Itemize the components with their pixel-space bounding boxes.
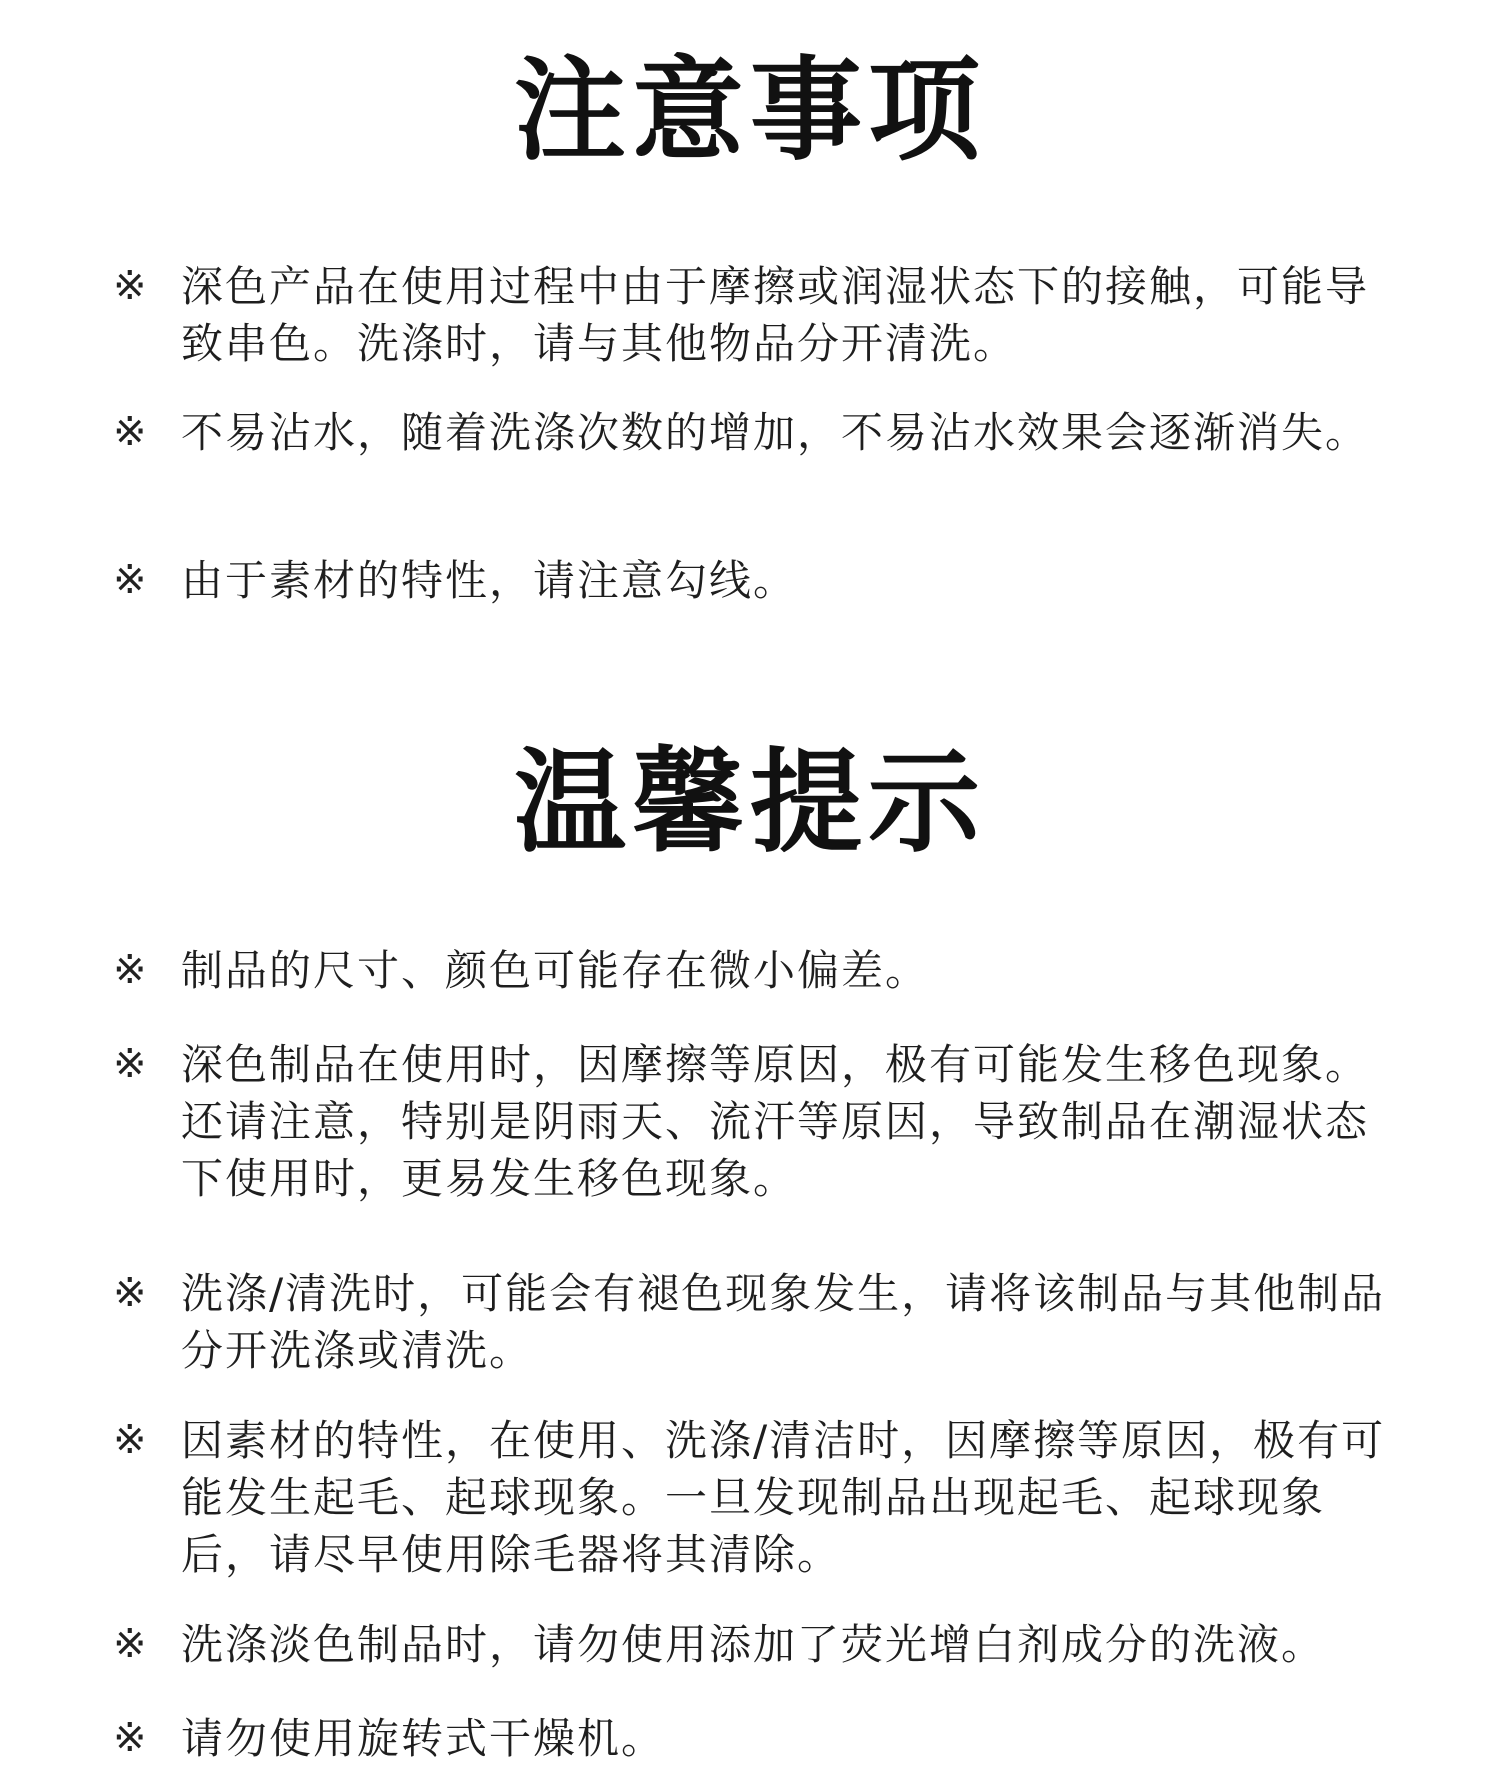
notes-item [113, 552, 1393, 609]
reference-mark: ※ [113, 1715, 147, 1761]
notes-title: 注意事项 [514, 46, 986, 176]
reference-mark: ※ [113, 1270, 147, 1316]
reference-mark: ※ [113, 409, 147, 455]
tips-item-text: 洗涤淡色制品时，请勿使用添加了荧光增白剂成分的洗液。 [181, 1620, 1326, 1669]
tips-item [113, 1616, 1393, 1673]
notes-item [113, 258, 1393, 372]
tips-item-text: 请勿使用旋转式干燥机。 [181, 1714, 666, 1763]
reference-mark: ※ [113, 1417, 147, 1463]
notes-item-text: 不易沾水，随着洗涤次数的增加，不易沾水效果会逐渐消失。 [181, 408, 1370, 457]
tips-item-text: 制品的尺寸、颜色可能存在微小偏差。 [181, 946, 930, 995]
tips-item-text: 因素材的特性，在使用、洗涤/清洁时，因摩擦等原因，极有可能发生起毛、起球现象。一旦发现制品出现起毛、起球现象后，请尽早使用除毛器将其清除。 [181, 1416, 1386, 1579]
notes-item [113, 404, 1393, 461]
tips-item [113, 1036, 1393, 1207]
notes-item-text: 深色产品在使用过程中由于摩擦或润湿状态下的接触，可能导致串色。洗涤时，请与其他物品分开清洗。 [181, 262, 1370, 368]
tips-item [113, 942, 1393, 999]
reference-mark: ※ [113, 1041, 147, 1087]
reference-mark: ※ [113, 1621, 147, 1667]
tips-item-text: 深色制品在使用时，因摩擦等原因，极有可能发生移色现象。还请注意，特别是阴雨天、流汗等原因，导致制品在潮湿状态下使用时，更易发生移色现象。 [181, 1040, 1370, 1203]
reference-mark: ※ [113, 947, 147, 993]
tips-title: 温馨提示 [514, 738, 986, 868]
tips-item [113, 1412, 1393, 1583]
notes-item-text: 由于素材的特性，请注意勾线。 [181, 556, 798, 605]
reference-mark: ※ [113, 557, 147, 603]
tips-item [113, 1710, 1393, 1767]
reference-mark: ※ [113, 263, 147, 309]
tips-item [113, 1265, 1393, 1379]
tips-item-text: 洗涤/清洗时，可能会有褪色现象发生，请将该制品与其他制品分开洗涤或清洗。 [181, 1269, 1386, 1375]
